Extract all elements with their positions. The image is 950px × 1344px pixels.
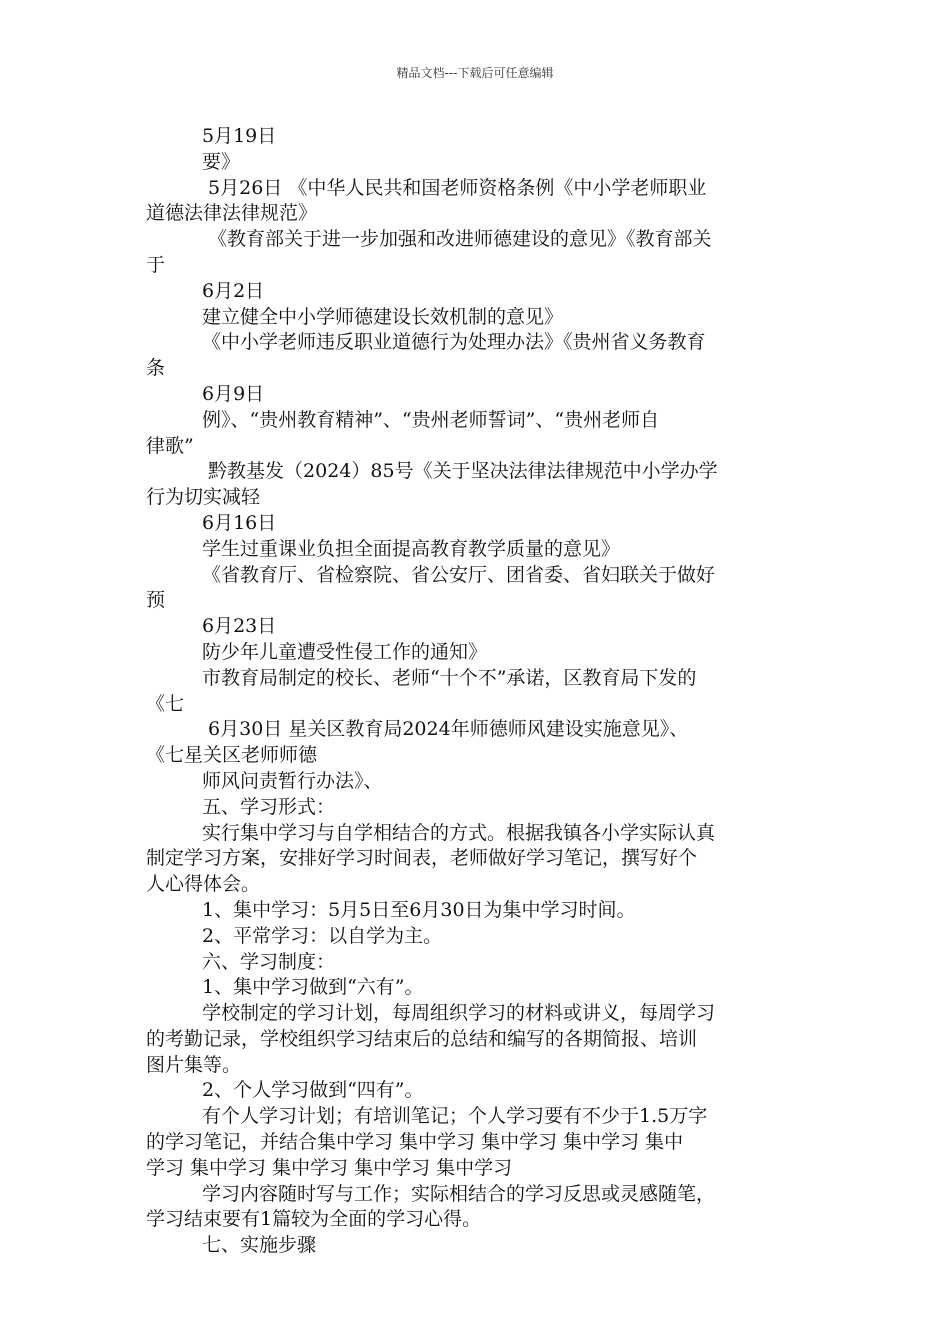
document-body (146, 124, 816, 1259)
document-line: 6月30日 星关区教育局2024年师德师风建设实施意见》、 (202, 718, 689, 741)
document-line: 2、个人学习做到“四有”。 (202, 1079, 424, 1102)
document-line: 例》、“贵州教育精神”、“贵州老师誓词”、“贵州老师自 (202, 408, 660, 431)
document-line: 道德法律法律规范》 (146, 202, 318, 225)
document-line: 于 (146, 253, 166, 276)
document-line: 学生过重课业负担全面提高教育教学质量的意见》 (202, 537, 621, 560)
document-line: 的考勤记录，学校组织学习结束后的总结和编写的各期简报、培训 (146, 1027, 698, 1050)
document-line: 6月16日 (202, 511, 277, 534)
document-line: 有个人学习计划；有培训笔记；个人学习要有不少于1.5万字 (202, 1105, 708, 1128)
document-line: 学习内容随时写与工作；实际相结合的学习反思或灵感随笔， (202, 1182, 716, 1205)
document-line: 防少年儿童遭受性侵工作的通知》 (202, 640, 488, 663)
document-line: 1、集中学习做到“六有”。 (202, 976, 424, 999)
document-line: 预 (146, 589, 166, 612)
document-line: 《七 (146, 692, 185, 715)
document-line: 5月19日 (202, 125, 277, 147)
document-line: 六、学习制度： (202, 950, 336, 973)
document-line: 实行集中学习与自学相结合的方式。根据我镇各小学实际认真 (202, 821, 716, 844)
document-line: 6月2日 (202, 279, 265, 302)
document-line: 图片集等。 (146, 1053, 242, 1076)
document-line: 制定学习方案，安排好学习时间表，老师做好学习笔记，撰写好个 (146, 847, 698, 870)
document-line: 律歌” (146, 434, 194, 457)
document-line: 七、实施步骤 (202, 1234, 317, 1257)
document-line: 《省教育厅、省检察院、省公安厅、团省委、省妇联关于做好 (202, 563, 716, 586)
document-line: 建立健全中小学师德建设长效机制的意见》 (202, 305, 564, 328)
document-line: 的学习笔记，并结合集中学习 集中学习 集中学习 集中学习 集中 (146, 1131, 684, 1154)
document-line: 五、学习形式： (202, 795, 336, 818)
document-line: 学习 集中学习 集中学习 集中学习 集中学习 (146, 1156, 513, 1179)
document-line: 黔教基发（2024）85号《关于坚决法律法律规范中小学办学 (202, 460, 718, 483)
document-line: 行为切实减轻 (146, 486, 261, 509)
document-line: 学校制定的学习计划，每周组织学习的材料或讲义，每周学习 (202, 1002, 716, 1025)
document-line: 5月26日 《中华人民共和国老师资格条例《中小学老师职业 (202, 176, 707, 199)
document-line: 《教育部关于进一步加强和改进师德建设的意见》《教育部关 (202, 228, 712, 251)
document-line: 条 (146, 357, 166, 380)
document-line: 《七星关区老师师德 (146, 744, 318, 767)
document-line: 1、集中学习：5月5日至6月30日为集中学习时间。 (202, 898, 636, 921)
page-header: 精品文档---下载后可任意编辑 (396, 66, 554, 80)
document-line: 6月23日 (202, 615, 277, 638)
document-line: 师风问责暂行办法》、 (202, 769, 383, 792)
document-line: 6月9日 (202, 382, 265, 405)
document-line: 学习结束要有1篇较为全面的学习心得。 (146, 1208, 482, 1231)
document-line: 要》 (202, 150, 241, 173)
document-line: 2、平常学习：以自学为主。 (202, 924, 443, 947)
document-line: 市教育局制定的校长、老师“十个不”承诺，区教育局下发的 (202, 666, 697, 689)
document-line: 人心得体会。 (146, 873, 261, 896)
document-line: 《中小学老师违反职业道德行为处理办法》《贵州省义务教育 (202, 331, 706, 354)
